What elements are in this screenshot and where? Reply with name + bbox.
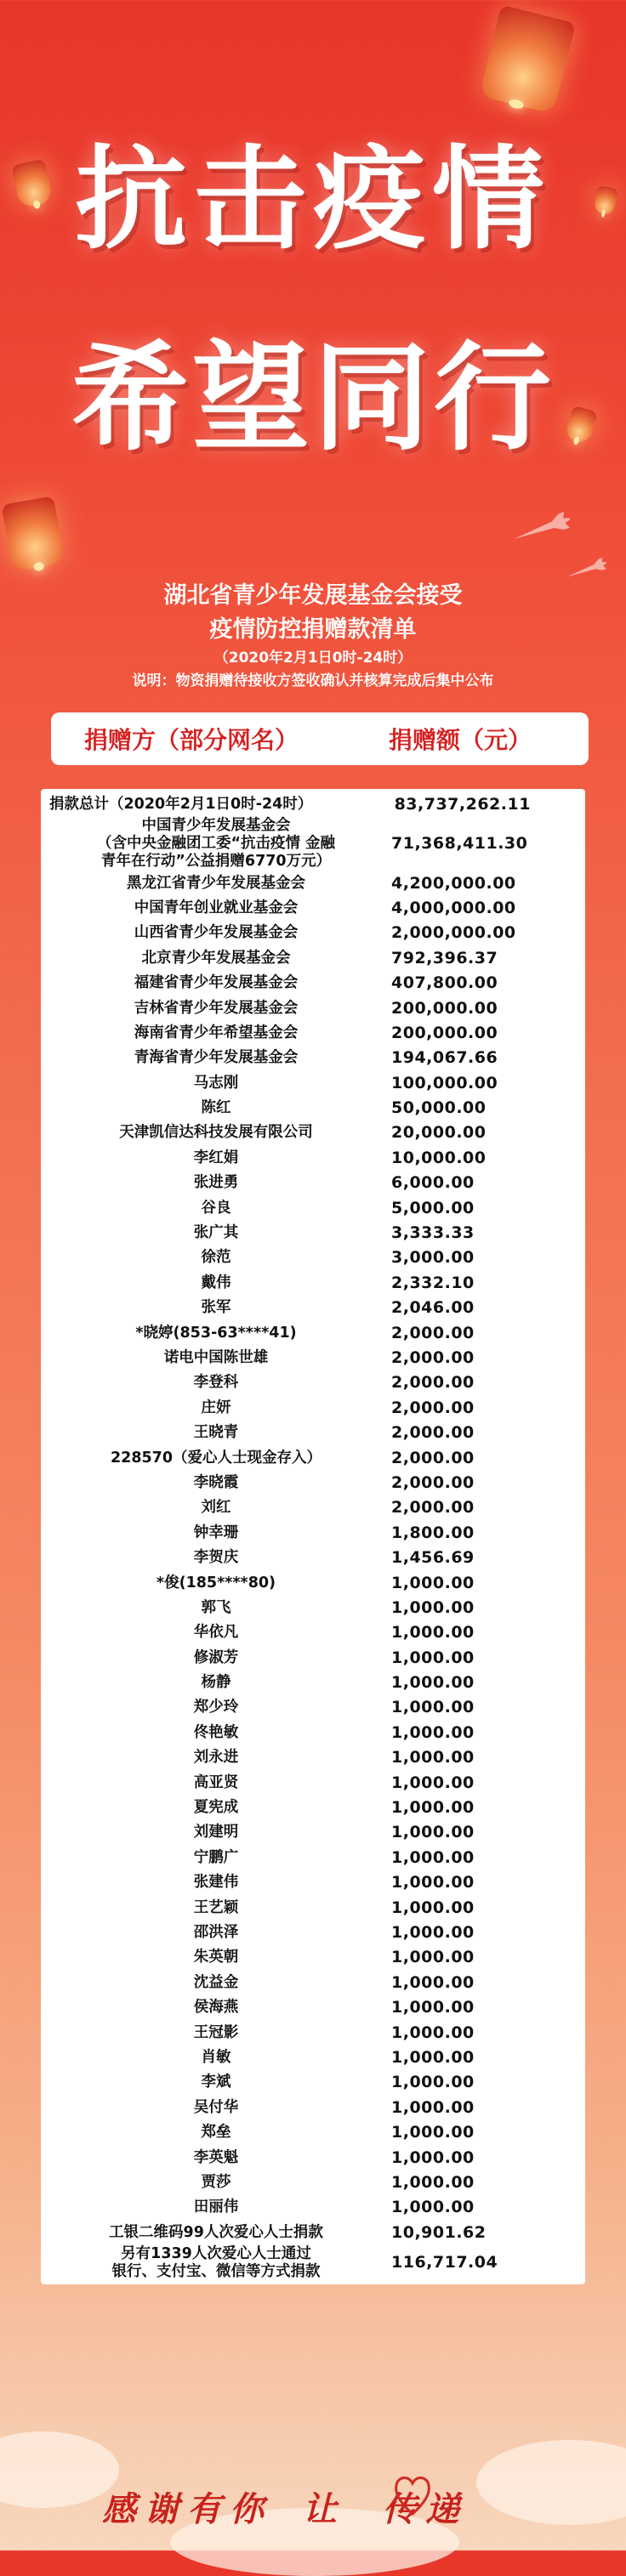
table-row — [41, 2120, 585, 2145]
table-row — [41, 2170, 585, 2195]
donor-name: 宁鹏广 — [193, 1848, 239, 1866]
table-row — [41, 1895, 585, 1920]
donor-name: *俊(185****80) — [156, 1574, 276, 1592]
table-row — [41, 2020, 585, 2045]
slogan-mid: 让 — [303, 2489, 345, 2529]
donor-name: 李贺庆 — [193, 1549, 239, 1567]
donor-name: 黑龙江省青少年发展基金会 — [127, 874, 305, 892]
donor-name: 徐范 — [201, 1249, 231, 1267]
donation-amount: 792,396.37 — [391, 948, 498, 967]
table-row — [41, 1546, 585, 1570]
donation-amount: 1,000.00 — [391, 1698, 475, 1717]
donation-amount: 1,000.00 — [391, 1748, 475, 1767]
donation-amount: 1,000.00 — [391, 1998, 475, 2017]
donation-amount: 100,000.00 — [391, 1073, 498, 1092]
donation-amount: 2,000.00 — [391, 1472, 475, 1492]
donor-name: 邵洪泽 — [193, 1923, 239, 1941]
donation-amount: 1,000.00 — [391, 1773, 475, 1792]
table-row — [41, 921, 585, 945]
donation-amount: 1,000.00 — [391, 1873, 475, 1892]
donor-name: 戴伟 — [201, 1274, 231, 1291]
table-row — [41, 2220, 585, 2244]
donation-amount: 50,000.00 — [391, 1098, 487, 1118]
donor-name: 肖敏 — [201, 2048, 231, 2066]
donation-amount: 71,368,411.30 — [391, 834, 528, 854]
donation-amount: 1,000.00 — [391, 1922, 475, 1942]
amount-column-header: 捐赠额（元） — [388, 726, 532, 754]
donation-amount: 2,000.00 — [391, 1373, 475, 1393]
table-row — [41, 896, 585, 921]
donation-amount: 200,000.00 — [391, 1023, 498, 1042]
donation-amount: 1,800.00 — [391, 1523, 475, 1542]
donor-name: 谷良 — [201, 1199, 231, 1217]
table-row — [41, 1646, 585, 1671]
donation-amount: 1,000.00 — [391, 1623, 475, 1643]
donor-name: 李登科 — [193, 1374, 239, 1392]
lantern-decoration — [2, 496, 65, 572]
table-row — [41, 2245, 585, 2281]
donor-name: 天津凯信达科技发展有限公司 — [119, 1124, 313, 1142]
donor-name: 侯海燕 — [193, 1999, 239, 2017]
donation-amount: 1,000.00 — [391, 2148, 475, 2167]
donation-amount: 4,200,000.00 — [391, 873, 516, 893]
table-row — [41, 1521, 585, 1546]
table-row — [41, 971, 585, 996]
donation-amount: 1,000.00 — [391, 1948, 475, 1967]
plane-decoration — [511, 511, 573, 548]
donation-amount: 3,333.33 — [391, 1223, 475, 1243]
donor-name: 张建伟 — [193, 1874, 239, 1892]
table-row — [41, 2195, 585, 2220]
organization-title: 湖北省青少年发展基金会接受 — [163, 582, 463, 609]
table-row — [41, 1721, 585, 1745]
lantern-decoration — [479, 5, 576, 115]
donation-amount: 2,332.10 — [391, 1273, 475, 1292]
donor-name: 杨静 — [201, 1674, 231, 1692]
donation-amount: 407,800.00 — [391, 973, 498, 993]
donation-amount: 1,000.00 — [391, 1823, 475, 1842]
heart-icon — [393, 2470, 432, 2517]
donation-amount: 2,000.00 — [391, 1498, 475, 1518]
donor-name: 高亚贤 — [193, 1773, 239, 1791]
table-row — [41, 1221, 585, 1245]
donation-amount: 2,046.00 — [391, 1298, 475, 1318]
donation-amount: 20,000.00 — [391, 1123, 487, 1143]
donation-amount: 1,000.00 — [391, 2047, 475, 2067]
donation-amount: 1,000.00 — [391, 1847, 475, 1867]
donation-amount: 3,000.00 — [391, 1248, 475, 1268]
table-row — [41, 1121, 585, 1145]
table-row — [41, 2045, 585, 2070]
donor-name: 青海省青少年发展基金会 — [134, 1049, 299, 1067]
table-row — [41, 1695, 585, 1720]
table-row — [41, 1096, 585, 1121]
donor-name: 沈益金 — [193, 1973, 239, 1991]
donor-name: 工银二维码99人次爱心人士捐款 — [109, 2223, 323, 2241]
table-row — [41, 1945, 585, 1970]
table-header — [51, 712, 589, 765]
donor-name: 郑垒 — [201, 2124, 231, 2142]
donation-amount: 1,000.00 — [391, 1972, 475, 1992]
table-row — [41, 1995, 585, 2020]
table-row — [41, 1445, 585, 1470]
donation-amount: 1,000.00 — [391, 1673, 475, 1693]
donor-name: 中国青少年发展基金会 （含中央金融团工委“抗击疫情 金融 青年在行动”公益捐赠6770万元） — [96, 817, 336, 871]
donor-name: 王晓青 — [193, 1424, 239, 1442]
table-row — [41, 1921, 585, 1945]
donation-amount: 2,000.00 — [391, 1348, 475, 1367]
table-row — [41, 1495, 585, 1520]
table-row — [41, 1671, 585, 1695]
hero-title-line2: 希望同行 — [71, 328, 555, 467]
table-row — [41, 2070, 585, 2095]
donation-amount: 1,000.00 — [391, 1597, 475, 1617]
table-row — [41, 1396, 585, 1421]
table-row — [41, 792, 585, 817]
donor-name: 夏宪成 — [193, 1799, 239, 1817]
donation-amount: 2,000.00 — [391, 1398, 475, 1417]
donor-name: 郑少玲 — [193, 1699, 239, 1716]
donor-name: 刘红 — [201, 1499, 231, 1517]
table-row — [41, 1271, 585, 1296]
table-row — [41, 2096, 585, 2120]
donor-name: 田丽伟 — [193, 2199, 239, 2216]
hero-title-line1: 抗击疫情 — [75, 133, 551, 265]
donor-name: 李英魁 — [193, 2148, 239, 2166]
table-row — [41, 996, 585, 1020]
donation-amount: 5,000.00 — [391, 1198, 475, 1217]
donor-name: 中国青年创业就业基金会 — [134, 899, 299, 916]
donation-amount: 1,000.00 — [391, 1573, 475, 1592]
table-row — [41, 871, 585, 895]
donation-amount: 1,000.00 — [391, 2123, 475, 2142]
donor-name: 张军 — [201, 1299, 231, 1317]
table-row — [41, 1146, 585, 1171]
donation-amount: 4,000,000.00 — [391, 898, 516, 917]
donation-amount: 1,000.00 — [391, 1722, 475, 1742]
table-row — [41, 817, 585, 871]
donation-amount: 2,000.00 — [391, 1423, 475, 1443]
date-range: （2020年2月1日0时-24时） — [213, 650, 413, 667]
donor-column-header: 捐赠方（部分网名） — [83, 726, 299, 754]
donor-name: 王艺颖 — [193, 1898, 239, 1916]
table-row — [41, 1796, 585, 1820]
donor-name: 李晓霞 — [193, 1473, 239, 1491]
table-row — [41, 1846, 585, 1870]
donor-name: 陈红 — [201, 1099, 231, 1117]
slogan-left: 感谢有你 — [102, 2489, 272, 2529]
table-row — [41, 1346, 585, 1370]
donor-name: 福建省青少年发展基金会 — [134, 974, 299, 992]
donor-name: 马志刚 — [193, 1074, 239, 1092]
donor-name: 庄妍 — [201, 1399, 231, 1416]
donor-name: 钟幸珊 — [193, 1523, 239, 1541]
donation-amount: 1,000.00 — [391, 2023, 475, 2042]
table-row — [41, 1745, 585, 1770]
donor-name: 李斌 — [201, 2074, 231, 2091]
table-row — [41, 1471, 585, 1495]
donor-name: 佟艳敏 — [193, 1723, 239, 1741]
donation-amount: 10,901.62 — [391, 2222, 487, 2242]
table-row — [41, 946, 585, 971]
donor-name: 贾莎 — [201, 2173, 231, 2191]
table-row — [41, 1296, 585, 1320]
table-row — [41, 1021, 585, 1046]
donor-name: 海南省青少年希望基金会 — [134, 1024, 299, 1041]
donor-name: *晓婷(853-63****41) — [135, 1324, 297, 1342]
table-row — [41, 1171, 585, 1195]
table-row — [41, 1770, 585, 1795]
donor-name: 修淑芳 — [193, 1648, 239, 1666]
donation-table — [41, 789, 585, 2284]
donor-name: 张进勇 — [193, 1174, 239, 1192]
donation-amount: 1,456.69 — [391, 1548, 475, 1568]
table-row — [41, 1421, 585, 1445]
donor-name: 张广其 — [193, 1224, 239, 1242]
table-row — [41, 1320, 585, 1345]
slogan-right: 传递 — [383, 2489, 468, 2529]
donation-amount: 1,000.00 — [391, 1798, 475, 1818]
note-text: 说明：物资捐赠待接收方签收确认并核算完成后集中公布 — [132, 672, 494, 689]
donation-amount: 2,000,000.00 — [391, 923, 516, 943]
table-row — [41, 1195, 585, 1220]
donor-name: 刘建明 — [193, 1824, 239, 1841]
donation-amount: 1,000.00 — [391, 2172, 475, 2192]
donor-name: 另有1339人次爱心人士通过 银行、支付宝、微信等方式捐款 — [111, 2244, 321, 2280]
donation-amount: 1,000.00 — [391, 2198, 475, 2217]
table-row — [41, 1820, 585, 1845]
cloud-decoration — [0, 2431, 119, 2508]
table-row — [41, 1870, 585, 1895]
donor-name: 王冠影 — [193, 2023, 239, 2041]
table-row — [41, 1245, 585, 1270]
donation-amount: 1,000.00 — [391, 2073, 475, 2092]
donor-name: 诺电中国陈世雄 — [163, 1349, 269, 1366]
cloud-decoration — [476, 2440, 626, 2525]
donation-amount: 10,000.00 — [391, 1148, 487, 1167]
donation-amount: 2,000.00 — [391, 1448, 475, 1467]
table-row — [41, 1596, 585, 1620]
table-row — [41, 1071, 585, 1096]
donation-amount: 200,000.00 — [391, 998, 498, 1018]
list-subtitle: 疫情防控捐赠款清单 — [209, 616, 417, 643]
donation-amount: 194,067.66 — [391, 1048, 498, 1068]
donor-name: 山西省青少年发展基金会 — [134, 924, 299, 942]
donation-amount: 1,000.00 — [391, 1898, 475, 1917]
table-row — [41, 1570, 585, 1595]
table-row — [41, 1370, 585, 1395]
donor-name: 吉林省青少年发展基金会 — [134, 999, 299, 1017]
donor-name: 捐款总计（2020年2月1日0时-24时） — [49, 796, 313, 814]
donor-name: 郭飞 — [201, 1598, 231, 1616]
donation-amount: 83,737,262.11 — [394, 795, 531, 814]
donation-amount: 6,000.00 — [391, 1173, 475, 1193]
donation-amount: 116,717.04 — [391, 2253, 498, 2272]
table-row — [41, 1620, 585, 1645]
donation-amount: 2,000.00 — [391, 1323, 475, 1342]
table-row — [41, 1046, 585, 1070]
donor-name: 朱英朝 — [193, 1949, 239, 1966]
donation-amount: 1,000.00 — [391, 1648, 475, 1667]
donation-amount: 1,000.00 — [391, 2097, 475, 2117]
table-row — [41, 2145, 585, 2170]
donor-name: 228570（爱心人士现金存入） — [110, 1449, 322, 1467]
donor-name: 北京青少年发展基金会 — [141, 949, 291, 967]
donor-name: 刘永进 — [193, 1749, 239, 1767]
donor-name: 李红娟 — [193, 1149, 239, 1166]
table-row — [41, 1971, 585, 1995]
donor-name: 华依凡 — [193, 1624, 239, 1642]
donor-name: 吴付华 — [193, 2098, 239, 2116]
